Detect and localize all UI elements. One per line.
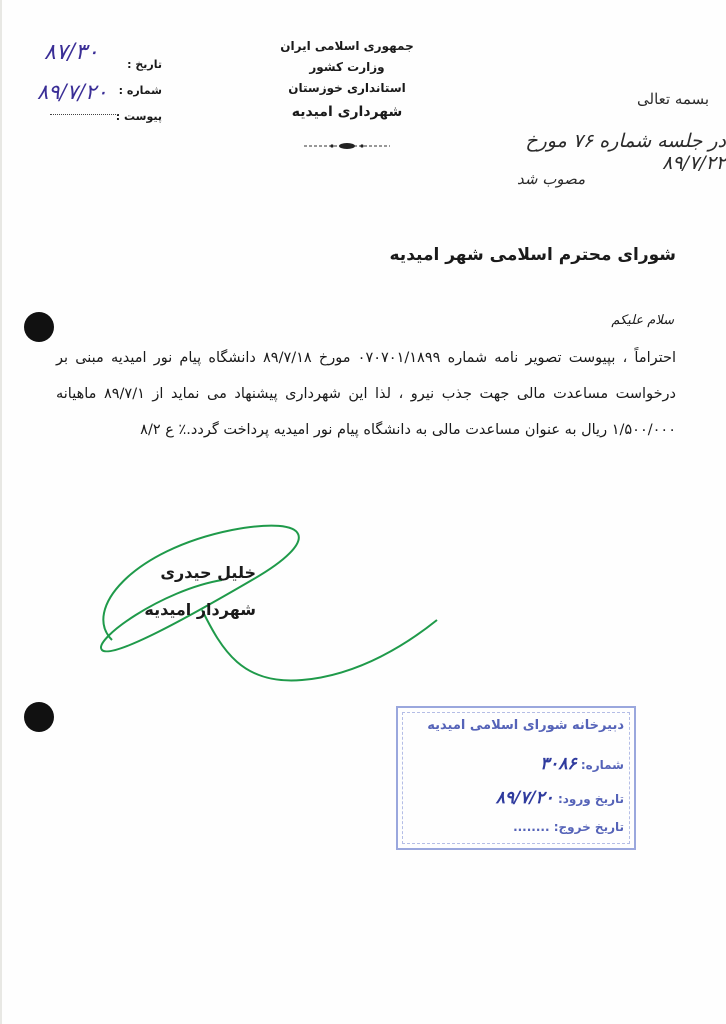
stamp-exit-date-row xyxy=(513,820,624,834)
stamp-entry-date-label: تاریخ ورود: xyxy=(557,792,624,806)
stamp-exit-date-label: تاریخ خروج: xyxy=(553,820,624,834)
stamp-number-row xyxy=(540,754,624,774)
stamp-exit-dots: ........ xyxy=(513,820,550,834)
letterhead xyxy=(262,36,432,125)
handwritten-number: ۸۹/۷/۲۰ xyxy=(37,80,108,104)
secretariat-stamp xyxy=(396,706,636,850)
signatory-name: خلیل حیدری xyxy=(160,563,256,582)
stamp-entry-date-value: ۸۹/۷/۲۰ xyxy=(495,788,554,808)
addressee: شورای محترم اسلامی شهر امیدیه xyxy=(389,245,676,265)
attachment-dotted-line xyxy=(50,114,118,115)
greeting: سلام علیکم xyxy=(611,313,674,328)
annotation-mark: بسمه تعالی xyxy=(637,90,710,108)
letterhead-line-republic: جمهوری اسلامی ایران xyxy=(280,39,414,53)
stamp-entry-date-row xyxy=(496,788,624,808)
letterhead-line-province: استانداری خوزستان xyxy=(288,81,406,95)
handwritten-date: ۸۷/۳۰ xyxy=(44,40,99,65)
stamp-number-value: ۳۰۸۶ xyxy=(540,754,577,774)
meta-attachment-row xyxy=(22,110,162,136)
stamp-number-label: شماره: xyxy=(580,758,624,772)
number-label: شماره : xyxy=(118,84,162,97)
signatory-title: شهردار امیدیه xyxy=(144,600,256,619)
attachment-label: پیوست : xyxy=(115,110,162,123)
letterhead-line-municipality: شهرداری امیدیه xyxy=(291,104,403,120)
annotation-approved: مصوب شد xyxy=(517,170,586,188)
punch-hole xyxy=(24,312,54,342)
annotation-session: در جلسه شماره ۷۶ مورخ ۸۹/۷/۲۲ xyxy=(525,130,726,174)
date-label: تاریخ : xyxy=(127,58,162,71)
punch-hole xyxy=(24,702,54,732)
letterhead-line-ministry: وزارت کشور xyxy=(309,60,385,74)
stamp-title: دبیرخانه شورای اسلامی امیدیه xyxy=(427,718,624,733)
letter-body: احتراماً ، بپیوست تصویر نامه شماره ۰۷۰۷۰۱/۱۸۹۹ مورخ ۸۹/۷/۱۸ دانشگاه پیام نور امیدیه مبنی بر درخواست مساعدت مالی جهت جذب نیرو ، لذا این شهرداری پیشنهاد می نماید از ۸۹/۷/۱ ماهیانه ۱/۵۰۰/۰۰۰ ریال به عنوان مساعدت مالی به دانشگاه پیام نور امیدیه پرداخت گردد.٪ ع ۸/۲ xyxy=(56,350,676,438)
ornament-divider xyxy=(302,142,392,150)
signature-scribble xyxy=(72,510,452,690)
